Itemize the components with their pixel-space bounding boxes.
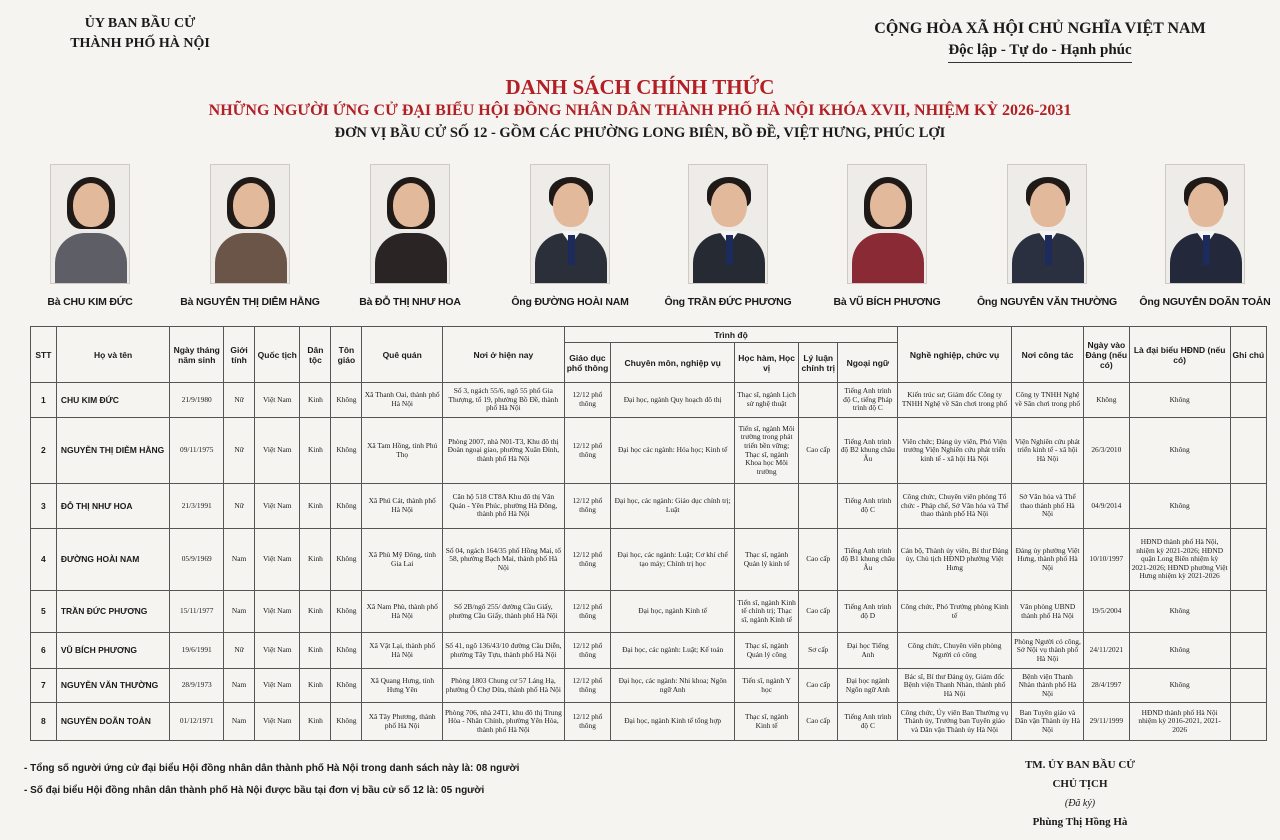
- cell-stt: 6: [31, 633, 57, 669]
- cell-religion: Không: [331, 529, 362, 591]
- candidate-table: [30, 326, 1267, 741]
- cell-workplace: Đảng ủy phường Việt Hưng, thành phố Hà Nội: [1011, 529, 1083, 591]
- candidate-caption: Bà VŨ BÍCH PHƯƠNG: [833, 296, 941, 308]
- col-hometown: Quê quán: [362, 327, 443, 383]
- cell-stt: 4: [31, 529, 57, 591]
- cell-ethnicity: Kinh: [300, 703, 331, 741]
- candidate-portrait: [1165, 164, 1245, 284]
- cell-ethnicity: Kinh: [300, 418, 331, 484]
- cell-dob: 21/3/1991: [170, 484, 224, 529]
- cell-political: Cao cấp: [799, 669, 838, 703]
- cell-ethnicity: Kinh: [300, 591, 331, 633]
- cell-name: NGUYỄN VĂN THƯỜNG: [56, 669, 170, 703]
- cell-name: ĐƯỜNG HOÀI NAM: [56, 529, 170, 591]
- cell-dob: 19/6/1991: [170, 633, 224, 669]
- cell-specialty: Đại học, các ngành: Luật; Cơ khí chế tạo máy; Chính trị học: [611, 529, 735, 591]
- cell-political: [799, 484, 838, 529]
- cell-hdnd: Không: [1129, 669, 1230, 703]
- cell-general: 12/12 phổ thông: [564, 383, 610, 418]
- cell-gender: Nam: [224, 529, 255, 591]
- cell-nationality: Việt Nam: [255, 591, 300, 633]
- candidate-photos: [0, 164, 1280, 314]
- cell-residence: Phòng 2007, nhà N01-T3, Khu đô thị Đoàn ngoại giao, phường Xuân Đỉnh, thành phố Hà Nội: [442, 418, 564, 484]
- candidate-caption: Ông TRẦN ĐỨC PHƯƠNG: [664, 296, 792, 308]
- cell-occupation: Bác sĩ, Bí thư Đảng ủy, Giám đốc Bệnh viện Thanh Nhàn, thành phố Hà Nội: [898, 669, 1012, 703]
- signature-block: [1000, 756, 1160, 832]
- candidate-portrait: [847, 164, 927, 284]
- issuer-line-1: ỦY BAN BẦU CỬ: [84, 16, 196, 31]
- candidate-card: [1120, 164, 1280, 308]
- cell-residence: Căn hộ 518 CT8A Khu đô thị Văn Quán - Yên Phúc, phường Hà Đông, thành phố Hà Nội: [442, 484, 564, 529]
- cell-workplace: Viện Nghiên cứu phát triển kinh tế - xã hội Hà Nội: [1011, 418, 1083, 484]
- cell-dob: 21/9/1980: [170, 383, 224, 418]
- cell-gender: Nữ: [224, 418, 255, 484]
- note-seats: - Số đại biểu Hội đồng nhân dân thành phố Hà Nội được bầu tại đơn vị bầu cử số 12 là: 05 người: [24, 785, 485, 796]
- cell-dob: 28/9/1973: [170, 669, 224, 703]
- motto: Độc lập - Tự do - Hạnh phúc: [948, 40, 1131, 63]
- cell-language: Đại học Tiếng Anh: [838, 633, 898, 669]
- cell-occupation: Kiến trúc sư; Giám đốc Công ty TNHH Nghệ về Sân chơi trong phố: [898, 383, 1012, 418]
- cell-hdnd: Không: [1129, 383, 1230, 418]
- national-motto-block: [850, 18, 1230, 63]
- cell-hometown: Xã Phù Mỹ Đông, tỉnh Gia Lai: [362, 529, 443, 591]
- cell-note: [1230, 669, 1266, 703]
- table-row: [31, 703, 1267, 741]
- cell-general: 12/12 phổ thông: [564, 669, 610, 703]
- cell-language: Tiếng Anh trình độ C: [838, 484, 898, 529]
- table-row: [31, 418, 1267, 484]
- cell-occupation: Công chức, Phó Trưởng phòng Kinh tế: [898, 591, 1012, 633]
- country-name: CỘNG HÒA XÃ HỘI CHỦ NGHĨA VIỆT NAM: [874, 20, 1206, 37]
- candidate-card: [962, 164, 1132, 308]
- col-hdnd: Là đại biểu HĐND (nếu có): [1129, 327, 1230, 383]
- cell-dob: 15/11/1977: [170, 591, 224, 633]
- cell-religion: Không: [331, 703, 362, 741]
- cell-party-date: 28/4/1997: [1084, 669, 1129, 703]
- cell-specialty: Đại học, các ngành: Giáo dục chính trị; Luật: [611, 484, 735, 529]
- cell-party-date: 10/10/1997: [1084, 529, 1129, 591]
- cell-nationality: Việt Nam: [255, 669, 300, 703]
- cell-stt: 1: [31, 383, 57, 418]
- cell-degree: Tiến sĩ, ngành Môi trường trong phát triển bền vững; Thạc sĩ, ngành Khoa học Môi trường: [735, 418, 799, 484]
- candidate-card: [643, 164, 813, 308]
- cell-general: 12/12 phổ thông: [564, 633, 610, 669]
- cell-workplace: Ban Tuyên giáo và Dân vận Thành ủy Hà Nội: [1011, 703, 1083, 741]
- cell-residence: Số 3, ngách 55/6, ngõ 55 phố Gia Thượng, tổ 19, phường Bồ Đề, thành phố Hà Nội: [442, 383, 564, 418]
- cell-hometown: Xã Quang Hưng, tỉnh Hưng Yên: [362, 669, 443, 703]
- cell-religion: Không: [331, 484, 362, 529]
- candidate-caption: Bà CHU KIM ĐỨC: [47, 296, 133, 308]
- cell-residence: Phòng 1803 Chung cư 57 Láng Hạ, phường Ô Chợ Dừa, thành phố Hà Nội: [442, 669, 564, 703]
- cell-hometown: Xã Tam Hồng, tỉnh Phú Thọ: [362, 418, 443, 484]
- cell-occupation: Viên chức; Đảng ủy viên, Phó Viện trưởng Viện Nghiên cứu phát triển kinh tế - xã hội Hà Nội: [898, 418, 1012, 484]
- cell-residence: Số 41, ngõ 136/43/10 đường Cầu Diễn, phường Tây Tựu, thành phố Hà Nội: [442, 633, 564, 669]
- table-row: [31, 529, 1267, 591]
- table-row: [31, 591, 1267, 633]
- cell-political: [799, 383, 838, 418]
- cell-stt: 7: [31, 669, 57, 703]
- cell-workplace: Văn phòng UBND thành phố Hà Nội: [1011, 591, 1083, 633]
- cell-gender: Nữ: [224, 633, 255, 669]
- cell-language: Tiếng Anh trình độ B1 khung châu Âu: [838, 529, 898, 591]
- cell-hdnd: Không: [1129, 418, 1230, 484]
- candidate-caption: Ông NGUYỄN VĂN THƯỜNG: [976, 296, 1118, 308]
- cell-nationality: Việt Nam: [255, 383, 300, 418]
- cell-occupation: Công chức, Chuyên viên phòng Tổ chức - Pháp chế, Sở Văn hóa và Thể thao thành phố Hà Nội: [898, 484, 1012, 529]
- cell-nationality: Việt Nam: [255, 529, 300, 591]
- cell-general: 12/12 phổ thông: [564, 703, 610, 741]
- cell-language: Tiếng Anh trình độ C: [838, 703, 898, 741]
- col-dob: Ngày tháng năm sinh: [170, 327, 224, 383]
- cell-note: [1230, 633, 1266, 669]
- col-education-group: Trình độ: [564, 327, 898, 343]
- issuer-block: [40, 14, 240, 54]
- sign-name: Phùng Thị Hồng Hà: [1032, 816, 1128, 828]
- cell-religion: Không: [331, 591, 362, 633]
- candidate-card: [165, 164, 335, 308]
- cell-political: Cao cấp: [799, 529, 838, 591]
- col-gender: Giới tính: [224, 327, 255, 383]
- col-political: Lý luận chính trị: [799, 343, 838, 383]
- cell-political: Cao cấp: [799, 418, 838, 484]
- cell-name: CHU KIM ĐỨC: [56, 383, 170, 418]
- cell-specialty: Đại học, ngành Kinh tế tổng hợp: [611, 703, 735, 741]
- cell-name: NGUYỄN DOÃN TOẢN: [56, 703, 170, 741]
- cell-religion: Không: [331, 669, 362, 703]
- cell-name: TRẦN ĐỨC PHƯƠNG: [56, 591, 170, 633]
- cell-party-date: 19/5/2004: [1084, 591, 1129, 633]
- col-note: Ghi chú: [1230, 327, 1266, 383]
- cell-political: Sơ cấp: [799, 633, 838, 669]
- cell-degree: [735, 484, 799, 529]
- cell-stt: 5: [31, 591, 57, 633]
- cell-language: Tiếng Anh trình độ B2 khung châu Âu: [838, 418, 898, 484]
- table-row: [31, 484, 1267, 529]
- cell-name: NGUYỄN THỊ DIỄM HẰNG: [56, 418, 170, 484]
- cell-stt: 8: [31, 703, 57, 741]
- cell-language: Tiếng Anh trình độ C, tiếng Pháp trình độ C: [838, 383, 898, 418]
- cell-note: [1230, 418, 1266, 484]
- cell-ethnicity: Kinh: [300, 383, 331, 418]
- sign-role: CHỦ TỊCH: [1052, 778, 1108, 790]
- cell-dob: 01/12/1971: [170, 703, 224, 741]
- cell-nationality: Việt Nam: [255, 418, 300, 484]
- cell-nationality: Việt Nam: [255, 633, 300, 669]
- cell-specialty: Đại học, các ngành: Luật; Kế toán: [611, 633, 735, 669]
- title-line-3: ĐƠN VỊ BẦU CỬ SỐ 12 - GỒM CÁC PHƯỜNG LONG BIÊN, BỒ ĐỀ, VIỆT HƯNG, PHÚC LỢI: [334, 125, 946, 141]
- candidate-card: [485, 164, 655, 308]
- col-workplace: Nơi công tác: [1011, 327, 1083, 383]
- cell-workplace: Sở Văn hóa và Thể thao thành phố Hà Nội: [1011, 484, 1083, 529]
- cell-specialty: Đại học, ngành Kinh tế: [611, 591, 735, 633]
- candidate-card: [325, 164, 495, 308]
- summary-notes: [24, 758, 519, 802]
- cell-dob: 05/9/1969: [170, 529, 224, 591]
- cell-ethnicity: Kinh: [300, 484, 331, 529]
- cell-degree: Tiến sĩ, ngành Kinh tế chính trị; Thạc sĩ, ngành Kinh tế: [735, 591, 799, 633]
- candidate-portrait: [370, 164, 450, 284]
- cell-specialty: Đại học, ngành Quy hoạch đô thị: [611, 383, 735, 418]
- cell-note: [1230, 529, 1266, 591]
- cell-degree: Thạc sĩ, ngành Kinh tế: [735, 703, 799, 741]
- cell-hdnd: Không: [1129, 591, 1230, 633]
- cell-dob: 09/11/1975: [170, 418, 224, 484]
- cell-hometown: Xã Tây Phương, thành phố Hà Nội: [362, 703, 443, 741]
- cell-note: [1230, 383, 1266, 418]
- cell-gender: Nam: [224, 591, 255, 633]
- candidate-caption: Bà NGUYỄN THỊ DIỄM HẰNG: [180, 296, 320, 308]
- cell-ethnicity: Kinh: [300, 633, 331, 669]
- cell-general: 12/12 phổ thông: [564, 418, 610, 484]
- document-title: [0, 74, 1280, 144]
- cell-language: Tiếng Anh trình độ D: [838, 591, 898, 633]
- col-religion: Tôn giáo: [331, 327, 362, 383]
- cell-party-date: Không: [1084, 383, 1129, 418]
- cell-nationality: Việt Nam: [255, 484, 300, 529]
- col-stt: STT: [31, 327, 57, 383]
- cell-hdnd: HĐND thành phố Hà Nội, nhiệm kỳ 2021-2026; HĐND quận Long Biên nhiệm kỳ 2021-2026; HĐND phường Việt Hưng nhiệm kỳ 2021-2026: [1129, 529, 1230, 591]
- cell-stt: 3: [31, 484, 57, 529]
- table-row: [31, 669, 1267, 703]
- cell-hdnd: Không: [1129, 484, 1230, 529]
- cell-name: VŨ BÍCH PHƯƠNG: [56, 633, 170, 669]
- cell-hometown: Xã Phú Cát, thành phố Hà Nội: [362, 484, 443, 529]
- cell-note: [1230, 484, 1266, 529]
- cell-hometown: Xã Vật Lại, thành phố Hà Nội: [362, 633, 443, 669]
- cell-occupation: Công chức, Chuyên viên phòng Người có công: [898, 633, 1012, 669]
- cell-note: [1230, 703, 1266, 741]
- cell-nationality: Việt Nam: [255, 703, 300, 741]
- cell-occupation: Cán bộ, Thành ủy viên, Bí thư Đảng ủy, Chủ tịch HĐND phường Việt Hưng: [898, 529, 1012, 591]
- col-language: Ngoại ngữ: [838, 343, 898, 383]
- candidate-card: [802, 164, 972, 308]
- cell-degree: Tiến sĩ, ngành Y học: [735, 669, 799, 703]
- candidate-caption: Bà ĐỖ THỊ NHƯ HOA: [359, 296, 461, 308]
- cell-degree: Thạc sĩ, ngành Quản lý công: [735, 633, 799, 669]
- cell-degree: Thạc sĩ, ngành Lịch sử nghệ thuật: [735, 383, 799, 418]
- cell-political: Cao cấp: [799, 703, 838, 741]
- cell-workplace: Bệnh viện Thanh Nhàn thành phố Hà Nội: [1011, 669, 1083, 703]
- candidate-card: [5, 164, 175, 308]
- cell-residence: Số 2B/ngõ 255/ đường Cầu Giấy, phường Cầu Giấy, thành phố Hà Nội: [442, 591, 564, 633]
- table-row: [31, 633, 1267, 669]
- col-residence: Nơi ở hiện nay: [442, 327, 564, 383]
- cell-residence: Số 04, ngách 164/35 phố Hồng Mai, tổ 58, phường Bạch Mai, thành phố Hà Nội: [442, 529, 564, 591]
- cell-name: ĐỖ THỊ NHƯ HOA: [56, 484, 170, 529]
- candidate-caption: Ông NGUYỄN DOÃN TOẢN: [1139, 296, 1271, 308]
- col-nationality: Quốc tịch: [255, 327, 300, 383]
- candidate-caption: Ông ĐƯỜNG HOÀI NAM: [511, 296, 629, 308]
- candidate-portrait: [1007, 164, 1087, 284]
- cell-gender: Nữ: [224, 484, 255, 529]
- note-total-candidates: - Tổng số người ứng cử đại biểu Hội đồng nhân dân thành phố Hà Nội trong danh sách này là: 08 người: [24, 763, 520, 774]
- cell-residence: Phòng 706, nhà 24T1, khu đô thị Trung Hòa - Nhân Chính, phường Yên Hòa, thành phố Hà Nội: [442, 703, 564, 741]
- cell-party-date: 04/9/2014: [1084, 484, 1129, 529]
- cell-hometown: Xã Nam Phù, thành phố Hà Nội: [362, 591, 443, 633]
- col-general-education: Giáo dục phổ thông: [564, 343, 610, 383]
- cell-degree: Thạc sĩ, ngành Quản lý kinh tế: [735, 529, 799, 591]
- cell-hdnd: Không: [1129, 633, 1230, 669]
- candidate-portrait: [210, 164, 290, 284]
- title-line-1: DANH SÁCH CHÍNH THỨC: [505, 75, 775, 99]
- cell-ethnicity: Kinh: [300, 669, 331, 703]
- sign-title: TM. ỦY BAN BẦU CỬ: [1024, 759, 1136, 771]
- title-line-2: NHỮNG NGƯỜI ỨNG CỬ ĐẠI BIỂU HỘI ĐỒNG NHÂN DÂN THÀNH PHỐ HÀ NỘI KHÓA XVII, NHIỆM KỲ 2026-2031: [208, 102, 1072, 119]
- issuer-line-2: THÀNH PHỐ HÀ NỘI: [70, 36, 210, 51]
- cell-general: 12/12 phổ thông: [564, 484, 610, 529]
- col-name: Họ và tên: [56, 327, 170, 383]
- cell-ethnicity: Kinh: [300, 529, 331, 591]
- cell-party-date: 29/11/1999: [1084, 703, 1129, 741]
- candidate-portrait: [50, 164, 130, 284]
- cell-gender: Nữ: [224, 383, 255, 418]
- cell-party-date: 26/3/2010: [1084, 418, 1129, 484]
- cell-hometown: Xã Thanh Oai, thành phố Hà Nội: [362, 383, 443, 418]
- cell-general: 12/12 phổ thông: [564, 529, 610, 591]
- candidate-portrait: [688, 164, 768, 284]
- cell-specialty: Đại học, các ngành: Nhi khoa; Ngôn ngữ Anh: [611, 669, 735, 703]
- col-specialty: Chuyên môn, nghiệp vụ: [611, 343, 735, 383]
- table-row: [31, 383, 1267, 418]
- cell-gender: Nam: [224, 669, 255, 703]
- cell-language: Đại học ngành Ngôn ngữ Anh: [838, 669, 898, 703]
- cell-religion: Không: [331, 418, 362, 484]
- cell-occupation: Công chức, Ủy viên Ban Thường vụ Thành ủy, Trưởng ban Tuyên giáo và Dân vận Thành ủy Hà Nội: [898, 703, 1012, 741]
- col-ethnicity: Dân tộc: [300, 327, 331, 383]
- col-party-date: Ngày vào Đảng (nếu có): [1084, 327, 1129, 383]
- cell-hdnd: HĐND thành phố Hà Nội nhiệm kỳ 2016-2021, 2021-2026: [1129, 703, 1230, 741]
- cell-note: [1230, 591, 1266, 633]
- cell-workplace: Phòng Người có công, Sở Nội vụ thành phố Hà Nội: [1011, 633, 1083, 669]
- candidate-portrait: [530, 164, 610, 284]
- cell-general: 12/12 phổ thông: [564, 591, 610, 633]
- cell-religion: Không: [331, 383, 362, 418]
- cell-religion: Không: [331, 633, 362, 669]
- cell-party-date: 24/11/2021: [1084, 633, 1129, 669]
- cell-political: Cao cấp: [799, 591, 838, 633]
- cell-specialty: Đại học các ngành: Hóa học; Kinh tế: [611, 418, 735, 484]
- sign-status: (Đã ký): [1064, 798, 1096, 809]
- col-occupation: Nghề nghiệp, chức vụ: [898, 327, 1012, 383]
- cell-stt: 2: [31, 418, 57, 484]
- cell-gender: Nam: [224, 703, 255, 741]
- col-degree: Học hàm, Học vị: [735, 343, 799, 383]
- cell-workplace: Công ty TNHH Nghệ về Sân chơi trong phố: [1011, 383, 1083, 418]
